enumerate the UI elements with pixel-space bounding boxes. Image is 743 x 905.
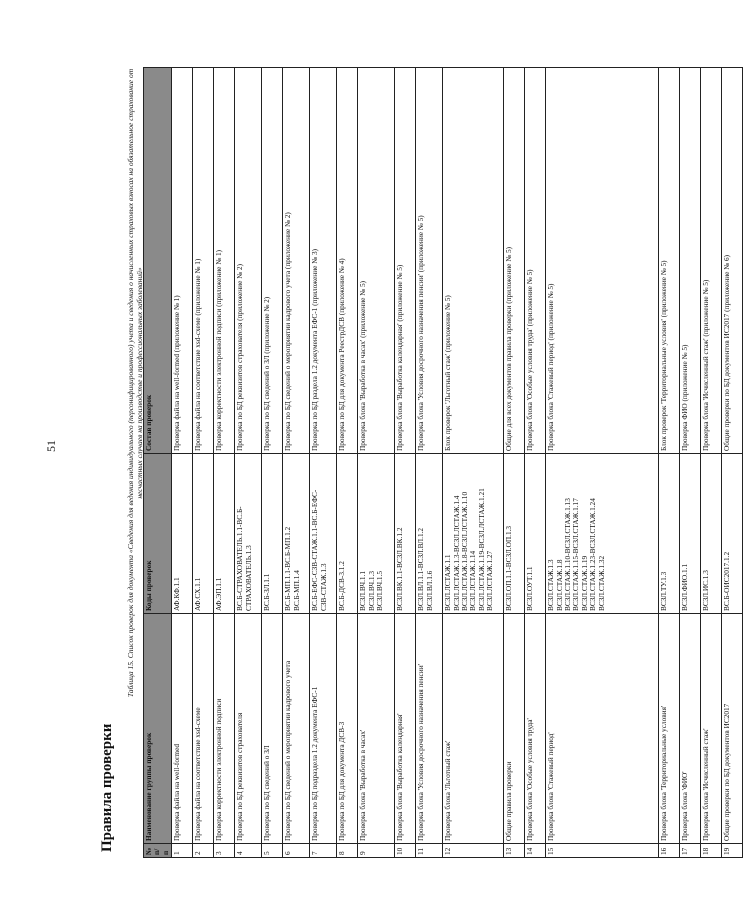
check-code: ВСЗЛ.ЛСТАЖ.1.27 [485,550,495,611]
check-code: ВСЗЛ.ВК.1.1-ВСЗЛ.ВК.1.2 [395,527,405,611]
row-group-name: Проверка блока 'Стажевый период' [546,614,659,844]
check-code: ВС.Б-СТРАХОВАТЕЛЬ.1.1-ВС.Б- [235,506,245,611]
check-code: ВСЗЛ.ЛСТАЖ.1.8-ВСЗЛ.ЛСТАЖ.1.10 [460,491,470,611]
row-codes [546,454,659,614]
row-codes [235,454,262,614]
check-code: ВСЗЛ.СТАЖ.1.19 [579,555,589,611]
table-row [283,68,310,858]
row-rule: Общие для всех документов правила проверки (приложение № 5) [504,68,525,454]
check-code: ВСЗЛ.СТАЖ.1.10-ВСЗЛ.СТАЖ.1.13 [563,498,573,611]
check-code: ВС.Б-МП.1.4 [291,570,301,611]
row-rule: Блок проверок 'Льготный стаж' (приложение № 5) [443,68,504,454]
row-group-name: Проверка по БД реквизитов страхователя [235,614,262,844]
check-code: ВСЗЛ.ЛСТАЖ.1.3-ВСЗЛ.ЛСТАЖ.1.4 [451,495,461,611]
check-code: ВСЗЛ.ЛСТАЖ.1.19-ВСЗЛ.ЛСТАЖ.1.21 [476,488,486,611]
check-code: АФ.КФ.1.1 [172,577,182,611]
row-rule: Проверка по БД для документа РеестрДСВ (приложение № 4) [337,68,358,454]
table-row [416,68,443,858]
row-number: 11 [416,844,443,858]
row-number: 16 [659,844,680,858]
row-number: 5 [262,844,283,858]
row-group-name: Проверка блока 'Исчисленный стаж' [701,614,722,844]
checks-table [143,67,743,858]
row-rule: Проверка ФИО (приложение № 5) [680,68,701,454]
row-codes [262,454,283,614]
table-row [443,68,504,858]
check-code: ВСЗЛ.ОП.1.1-ВСЗЛ.ОП.1.3 [504,525,514,611]
check-code: ВСЗЛ.ВЧ.1.5 [375,570,385,611]
row-number: 4 [235,844,262,858]
row-number: 13 [504,844,525,858]
row-rule: Проверка блока 'Условия досрочного назначения пенсии' (приложение № 5) [416,68,443,454]
row-group-name: Проверка блока 'Льготный стаж' [443,614,504,844]
row-rule: Проверка файла на well-formed (приложение № 1) [172,68,193,454]
row-codes [701,454,722,614]
row-group-name: Общие проверки по БД документов ИС2017 [722,614,743,844]
check-code: ВСЗЛ.ТУ.1.3 [659,571,669,611]
row-codes [680,454,701,614]
table-row [504,68,525,858]
table-row [262,68,283,858]
row-number: 9 [358,844,395,858]
row-number: 15 [546,844,659,858]
table-row [235,68,262,858]
row-number: 3 [214,844,235,858]
header-number: № п/п [144,844,172,858]
row-codes [283,454,310,614]
table-row [659,68,680,858]
row-number: 6 [283,844,310,858]
row-number: 17 [680,844,701,858]
check-code: ВС.Б-ДСВ-3.1.2 [337,561,347,611]
table-caption: Таблица 15. Список проверок для документа «Сведения для ведения индивидуального (персонифицированного) учета и сведения о начисленных страховых взносах на обязательное страхование от несчастных случаев на производстве и профессиональных заболеваний» [126,68,144,698]
row-group-name: Проверка блока 'Особые условия труда' [525,614,546,844]
check-code: СЗВ-СТАЖ.1.3 [318,563,328,611]
row-group-name: Проверка файла на соответствие xsd-схеме [193,614,214,844]
check-code: ВС.Б-МП.1.1-ВС.Б-МП.1.2 [283,526,293,611]
check-code: ВС.Б-ОИС2017.1.2 [722,551,732,611]
row-group-name: Проверка корректности электронной подписи [214,614,235,844]
table-row [172,68,193,858]
row-group-name: Проверка блока 'Территориальные условия' [659,614,680,844]
check-code: ВСЗЛ.ВЛ.1.6 [424,570,434,611]
row-codes [337,454,358,614]
header-group: Наименование группы проверок [144,614,172,844]
row-codes [525,454,546,614]
row-number: 19 [722,844,743,858]
table-header-row [144,68,172,858]
row-rule: Блок проверок 'Территориальные условия' (приложение № 5) [659,68,680,454]
page-heading: Правила проверки [99,723,115,852]
check-code: ВСЗЛ.ВЧ.1.3 [366,570,376,611]
row-codes [358,454,395,614]
row-codes [395,454,416,614]
table-row [546,68,659,858]
row-rule: Проверка файла на соответствие xsd-схеме (приложение № 1) [193,68,214,454]
check-code: ВС.Б-ЕФС-СЗВ-СТАЖ.1.1-ВС.Б-ЕФС- [310,489,320,611]
table-row [214,68,235,858]
table-row [193,68,214,858]
check-code: ВСЗЛ.СТАЖ.1.23-ВСЗЛ.СТАЖ.1.24 [588,498,598,611]
row-number: 8 [337,844,358,858]
row-rule: Проверка блока 'Особые условия труда' (приложение № 5) [525,68,546,454]
row-group-name: Проверка по БД сведений о ЗЛ [262,614,283,844]
check-code: ВСЗЛ.ВЛ.1.1-ВСЗЛ.ВЛ.1.2 [416,527,426,611]
check-code: ВСЗЛ.СТАЖ.1.3 [546,559,556,611]
table-row [722,68,743,858]
row-number: 2 [193,844,214,858]
row-codes [193,454,214,614]
row-rule: Проверка по БД раздела 1.2 документа ЕФС-1 (приложение № 3) [310,68,337,454]
row-rule: Проверка блока 'Выработка календарная' (приложение № 5) [395,68,416,454]
table-row [395,68,416,858]
check-code: ВСЗЛ.ЛСТАЖ.1.14 [468,550,478,611]
row-rule: Проверка по БД сведений о мероприятии кадрового учета (приложение № 2) [283,68,310,454]
row-group-name: Общие правила проверки [504,614,525,844]
row-group-name: Проверка по БД сведений о мероприятии кадрового учета [283,614,310,844]
row-group-name: Проверка блока 'ФИО' [680,614,701,844]
row-number: 12 [443,844,504,858]
row-codes [504,454,525,614]
row-codes [172,454,193,614]
check-code: ВСЗЛ.ИС.1.3 [701,570,711,611]
row-codes [722,454,743,614]
check-code: ВСЗЛ.ЛСТАЖ.1.1 [443,554,453,611]
row-group-name: Проверка файла на well-formed [172,614,193,844]
row-rule: Проверка блока 'Стажевый период' (приложение № 5) [546,68,659,454]
row-group-name: Проверка по БД подраздела 1.2 документа ЕФС-1 [310,614,337,844]
check-code: АФ.ЭП.1.1 [214,577,224,611]
check-code: ВС.Б-ЗЛ.1.1 [262,573,272,611]
row-group-name: Проверка блока 'Выработка календарная' [395,614,416,844]
check-code: АФ.СХ.1.1 [193,577,203,611]
table-row [337,68,358,858]
row-rule: Проверка корректности электронной подписи (приложение № 1) [214,68,235,454]
rotated-document [99,58,732,858]
check-code: СТРАХОВАТЕЛЬ.1.3 [243,545,253,611]
row-number: 10 [395,844,416,858]
header-rule: Состав проверок [144,68,172,454]
row-rule: Проверка блока 'Исчисленный стаж' (приложение № 5) [701,68,722,454]
check-code: ВСЗЛ.ФИО.1.1 [680,563,690,611]
table-row [525,68,546,858]
row-codes [310,454,337,614]
row-rule: Проверка по БД сведений о ЗЛ (приложение № 2) [262,68,283,454]
row-group-name: Проверка блока 'Выработка в часах' [358,614,395,844]
row-rule: Общие проверки по БД документов ИС2017 (приложение № 6) [722,68,743,454]
check-code: ВСЗЛ.СТАЖ.1.15-ВСЗЛ.СТАЖ.1.17 [571,498,581,611]
table-row [310,68,337,858]
table-body [172,68,743,858]
header-codes: Коды проверок [144,454,172,614]
row-rule: Проверка блока 'Выработка в часах' (приложение № 5) [358,68,395,454]
page-number: 51 [44,440,58,452]
table-row [680,68,701,858]
row-number: 1 [172,844,193,858]
table-row [701,68,722,858]
row-number: 18 [701,844,722,858]
check-code: ВСЗЛ.ОУТ.1.1 [525,566,535,611]
row-group-name: Проверка по БД для документа ДСВ-3 [337,614,358,844]
row-codes [659,454,680,614]
row-number: 7 [310,844,337,858]
check-code: ВСЗЛ.ВЧ.1.1 [358,570,368,611]
row-number: 14 [525,844,546,858]
check-code: ВСЗЛ.СТАЖ.1.32 [596,555,606,611]
row-rule: Проверка по БД реквизитов страхователя (приложение № 2) [235,68,262,454]
row-group-name: Проверка блока 'Условия досрочного назначения пенсии' [416,614,443,844]
row-codes [416,454,443,614]
table-row [358,68,395,858]
check-code: ВСЗЛ.СТАЖ.1.8 [554,559,564,611]
row-codes [443,454,504,614]
row-codes [214,454,235,614]
